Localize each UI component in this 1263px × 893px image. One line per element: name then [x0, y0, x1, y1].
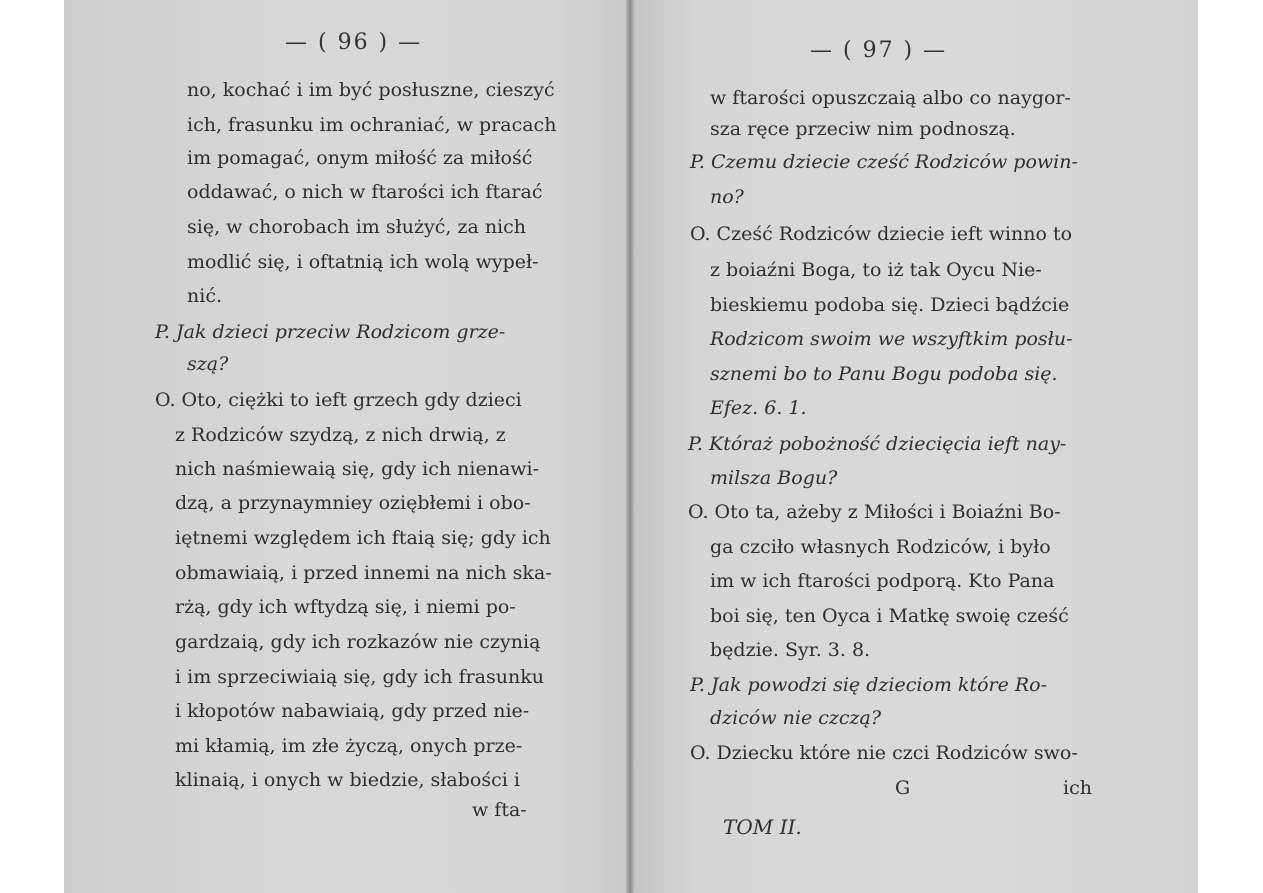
text-line: oddawać, o nich w ftarości ich ftarać [187, 181, 543, 203]
text-line: iętnemi względem ich ftaią się; gdy ich [175, 527, 551, 549]
signature-mark: G [895, 777, 911, 799]
text-line: milsza Bogu? [710, 467, 838, 489]
text-line: P. Któraż pobożność dziecięcia ieft nay- [688, 433, 1067, 455]
text-line: z Rodziców szydzą, z nich drwią, z [175, 424, 506, 446]
text-line: będzie. Syr. 3. 8. [710, 639, 871, 661]
text-line: O. Dziecku które nie czci Rodziców swo- [690, 742, 1078, 764]
text-line: nić. [187, 285, 222, 307]
text-line: P. Jak dzieci przeciw Rodzicom grze- [155, 321, 506, 343]
text-line: im pomagać, onym miłość za miłość [187, 147, 533, 169]
text-line: gardzaią, gdy ich rozkazów nie czynią [175, 631, 541, 653]
text-line: O. Oto, ciężki to ieft grzech gdy dzieci [155, 389, 522, 411]
text-line: dziców nie czczą? [710, 707, 882, 729]
page-number-right: — ( 97 ) — [810, 38, 948, 63]
text-line: i kłopotów nabawiaią, gdy przed nie- [175, 700, 530, 722]
text-line: ich, frasunku im ochraniać, w pracach [187, 114, 557, 136]
text-line: z boiaźni Boga, to iż tak Oycu Nie- [710, 259, 1042, 281]
text-line: i im sprzeciwiaią się, gdy ich frasunku [175, 666, 544, 688]
text-line: ga czciło własnych Rodziców, i było [710, 536, 1051, 558]
text-line: modlić się, i oftatnią ich wolą wypeł- [187, 251, 539, 273]
text-line: mi kłamią, im złe życzą, onych prze- [175, 735, 523, 757]
text-line: bieskiemu podoba się. Dzieci bądźcie [710, 294, 1070, 316]
text-line: sza ręce przeciw nim podnoszą. [710, 118, 1016, 140]
text-line: nich naśmiewaią się, gdy ich nienawi- [175, 458, 540, 480]
text-line: boi się, ten Oyca i Matkę swoię cześć [710, 605, 1069, 627]
text-line: no? [710, 186, 744, 208]
text-line: P. Jak powodzi się dzieciom które Ro- [690, 674, 1048, 696]
text-line: O. Oto ta, ażeby z Miłości i Boiaźni Bo- [688, 501, 1061, 523]
text-line: im w ich ftarości podporą. Kto Pana [710, 570, 1055, 592]
text-line: no, kochać i im być posłuszne, cieszyć [187, 79, 555, 101]
text-line: dzą, a przynaymniey oziębłemi i obo- [175, 492, 531, 514]
text-line: O. Cześć Rodziców dziecie ieft winno to [690, 223, 1073, 245]
text-line: się, w chorobach im służyć, za nich [187, 216, 527, 238]
text-line: sznemi bo to Panu Bogu podoba się. [710, 363, 1058, 385]
catchword-right: ich [1063, 777, 1092, 799]
text-line: P. Czemu dziecie cześć Rodziców powin- [690, 151, 1078, 173]
book-gutter [626, 0, 634, 893]
page-number-left: — ( 96 ) — [285, 30, 423, 55]
text-line: obmawiaią, i przed innemi na nich ska- [175, 562, 552, 584]
text-line: Rodzicom swoim we wszyftkim posłu- [710, 328, 1073, 350]
text-line: w ftarości opuszczaią albo co naygor- [710, 87, 1071, 109]
text-line: Efez. 6. 1. [710, 397, 807, 419]
volume-footer: TOM II. [723, 815, 802, 839]
text-line: szą? [187, 353, 229, 375]
catchword-left: w fta- [472, 799, 527, 821]
text-line: rżą, gdy ich wftydzą się, i niemi po- [175, 596, 516, 618]
text-line: klinaią, i onych w biedzie, słabości i [175, 769, 520, 791]
